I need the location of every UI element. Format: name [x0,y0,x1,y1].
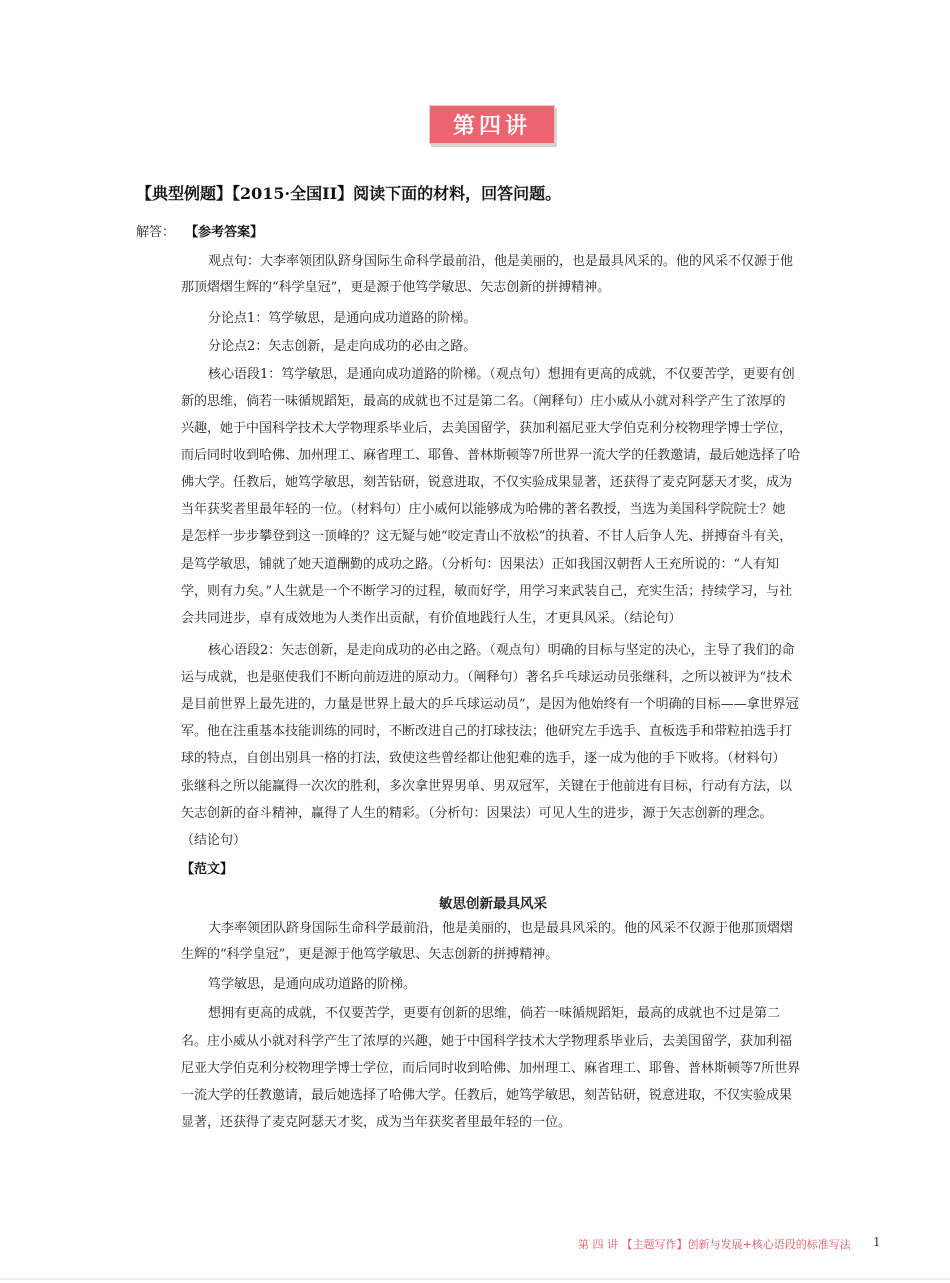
essay-line: 生辉的“科学皇冠”，更是源于他笃学敏思、矢志创新的拼搏精神。 [181,947,559,962]
body-line: 张继科之所以能赢得一次次的胜利，多次拿世界男单、男双冠军，关键在于他前进有目标，行动有方法，以 [181,779,793,794]
page-number: 1 [873,1235,881,1249]
body-line: 佛大学。任教后，她笃学敏思，刻苦钻研，锐意进取，不仅实验成果显著，还获得了麦克阿瑟天才奖，成为 [181,475,793,490]
body-line: 当年获奖者里最年轻的一位。（材料句）庄小威何以能够成为哈佛的著名教授，当选为美国科学院院士？她 [181,502,786,517]
body-line: 矢志创新的奋斗精神，赢得了人生的精彩。（分析句：因果法）可见人生的进步，源于矢志创新的理念。 [181,806,773,821]
body-line: 军。他在注重基本技能训练的同时，不断改进自己的打球技法；他研究左手选手、直板选手和带粒拍选手打 [181,724,793,739]
body-line: 会共同进步，卓有成效地为人类作出贡献，有价值地践行人生，才更具风采。（结论句） [181,611,682,626]
essay-line: 大李率领团队跻身国际生命科学最前沿，他是美丽的，也是最具风采的。他的风采不仅源于他那顶熠熠 [208,921,794,936]
body-line: 兴趣，她于中国科学技术大学物理系毕业后，去美国留学，获加利福尼亚大学伯克利分校物理学博士学位， [181,421,793,436]
answer-label: 解答： [136,225,176,240]
body-line: 学，则有力矣。”人生就是一个不断学习的过程，敏而好学，用学习来武装自己，充实生活；持续学习，与社 [181,584,793,599]
body-line: 核心语段1：笃学敏思，是通向成功道路的阶梯。（观点句）想拥有更高的成就，不仅要苦学，更要有创 [208,367,795,382]
answer-tag: 【参考答案】 [185,225,264,240]
body-line: 观点句：大李率领团队跻身国际生命科学最前沿，他是美丽的，也是最具风采的。他的风采不仅源于他 [208,254,794,269]
essay-line: 一流大学的任教邀请，最后她选择了哈佛大学。任教后，她笃学敏思，刻苦钻研，锐意进取，不仅实验成果 [181,1088,793,1103]
essay-line: 显著，还获得了麦克阿瑟天才奖，成为当年获奖者里最年轻的一位。 [181,1115,572,1130]
body-line: 是目前世界上最先进的，力量是世界上最大的乒乓球运动员”，是因为他始终有一个明确的目标——拿世界冠 [181,697,799,712]
body-line: 分论点2：矢志创新，是走向成功的必由之路。 [208,339,477,354]
lecture-title-badge: 第四讲 [429,105,555,144]
body-line: 运与成就，也是驱使我们不断向前迈进的原动力。（阐释句）著名乒乓球运动员张继科，之所以被评为“技术 [181,670,793,685]
body-line: 是怎样一步步攀登到这一顶峰的？这无疑与她“咬定青山不放松”的执着、不甘人后争人先、拼搏奋斗有关， [181,529,793,544]
body-line: （结论句） [181,833,247,848]
heading-suffix: 】阅读下面的材料，回答问题。 [337,184,562,203]
body-line: 那顶熠熠生辉的“科学皇冠”，更是源于他笃学敏思、矢志创新的拼搏精神。 [181,280,611,295]
heading-prefix: 【典型例题】【 [136,184,241,203]
essay-line: 笃学敏思，是通向成功道路的阶梯。 [208,977,417,992]
body-line: 球的特点，自创出别具一格的打法，致使这些曾经都让他犯难的选手，逐一成为他的手下败将。（材料句） [181,751,786,766]
essay-line: 想拥有更高的成就，不仅要苦学，更要有创新的思维，倘若一味循规蹈矩，最高的成就也不过是第二 [208,1006,781,1021]
example-heading [136,181,561,204]
essay-line: 尼亚大学伯克利分校物理学博士学位，而后同时收到哈佛、加州理工、麻省理工、耶鲁、普林斯顿等7所世界 [181,1061,801,1076]
essay-title: 敏思创新最具风采 [439,896,547,912]
body-line: 是笃学敏思，铺就了她天道酬勤的成功之路。（分析句：因果法）正如我国汉朝哲人王充所说的：“人有知 [181,557,780,572]
body-line: 而后同时收到哈佛、加州理工、麻省理工、耶鲁、普林斯顿等7所世界一流大学的任教邀请，最后她选择了哈 [181,448,801,463]
essay-tag: 【范文】 [181,862,234,877]
body-line: 新的思维，倘若一味循规蹈矩，最高的成就也不过是第二名。（阐释句）庄小威从小就对科学产生了浓厚的 [181,394,786,409]
body-line: 核心语段2：矢志创新，是走向成功的必由之路。（观点句）明确的目标与坚定的决心，主导了我们的命 [208,643,795,658]
answer-label-line [136,225,263,241]
body-line: 分论点1：笃学敏思，是通向成功道路的阶梯。 [208,311,477,326]
page-footer: 第 四 讲 【主题写作】创新与发展+核心语段的标准写法 [578,1238,851,1251]
essay-line: 名。庄小威从小就对科学产生了浓厚的兴趣，她于中国科学技术大学物理系毕业后，去美国留学，获加利福 [181,1034,793,1049]
heading-year: 2015·全国II [240,184,338,203]
bottom-divider [0,1278,950,1280]
